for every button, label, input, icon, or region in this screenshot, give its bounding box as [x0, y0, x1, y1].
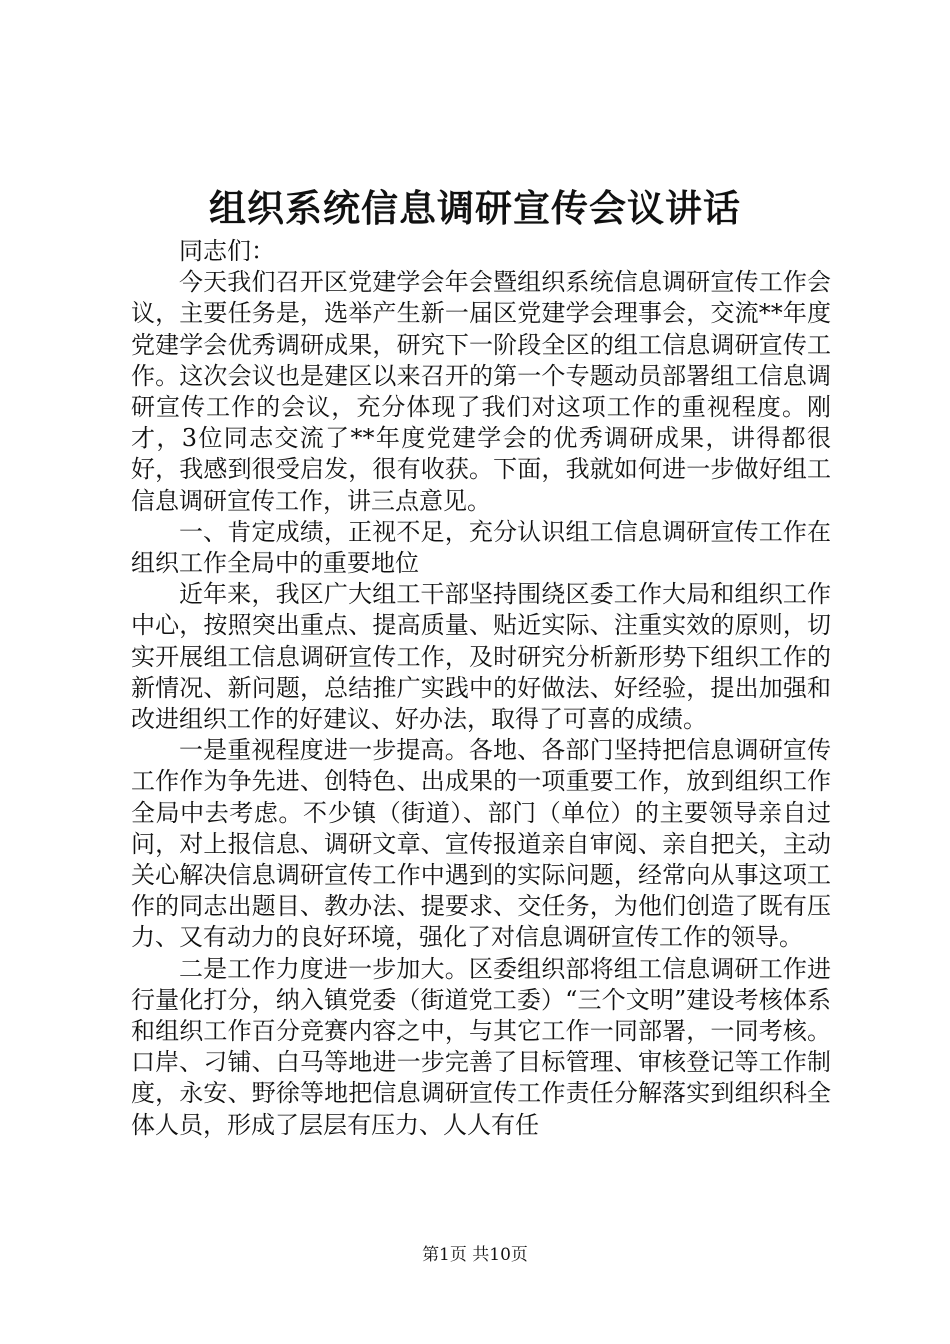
document-title: 组织系统信息调研宣传会议讲话: [209, 186, 741, 230]
paragraph-point-1: 一是重视程度进一步提高。各地、各部门坚持把信息调研宣传工作作为争先进、创特色、出成果的一项重要工作，放到组织工作全局中去考虑。不少镇（街道）、部门（单位）的主要领导亲自过问，对上报信息、调研文章、宣传报道亲自审阅、亲自把关，主动关心解决信息调研宣传工作中遇到的实际问题，经常向从事这项工作的同志出题目、教办法、提要求、交任务，为他们创造了既有压力、又有动力的良好环境，强化了对信息调研宣传工作的领导。: [131, 736, 831, 952]
paragraph-point-2: 二是工作力度进一步加大。区委组织部将组工信息调研工作进行量化打分，纳入镇党委（街道党工委）“三个文明”建设考核体系和组织工作百分竞赛内容之中，与其它工作一同部署，一同考核。口岸、刁铺、白马等地进一步完善了目标管理、审核登记等工作制度，永安、野徐等地把信息调研宣传工作责任分解落实到组织科全体人员，形成了层层有压力、人人有任: [131, 954, 831, 1139]
paragraph-intro: 今天我们召开区党建学会年会暨组织系统信息调研宣传工作会议，主要任务是，选举产生新一届区党建学会理事会，交流**年度党建学会优秀调研成果，研究下一阶段全区的组工信息调研宣传工作。这次会议也是建区以来召开的第一个专题动员部署组工信息调研宣传工作的会议，充分体现了我们对这项工作的重视程度。刚才，3位同志交流了**年度党建学会的优秀调研成果，讲得都很好，我感到很受启发，很有收获。下面，我就如何进一步做好组工信息调研宣传工作，讲三点意见。: [131, 268, 831, 515]
paragraph-salutation: 同志们：: [179, 237, 275, 265]
document-body: [131, 236, 831, 1141]
paragraph-achievements: 近年来，我区广大组工干部坚持围绕区委工作大局和组织工作中心，按照突出重点、提高质量、贴近实际、注重实效的原则，切实开展组工信息调研宣传工作，及时研究分析新形势下组织工作的新情况、新问题，总结推广实践中的好做法、好经验，提出加强和改进组织工作的好建议、好办法，取得了可喜的成绩。: [131, 580, 831, 734]
section-heading-1: 一、肯定成绩，正视不足，充分认识组工信息调研宣传工作在组织工作全局中的重要地位: [131, 517, 831, 578]
page-number-footer: 第1页 共10页: [422, 1245, 528, 1265]
